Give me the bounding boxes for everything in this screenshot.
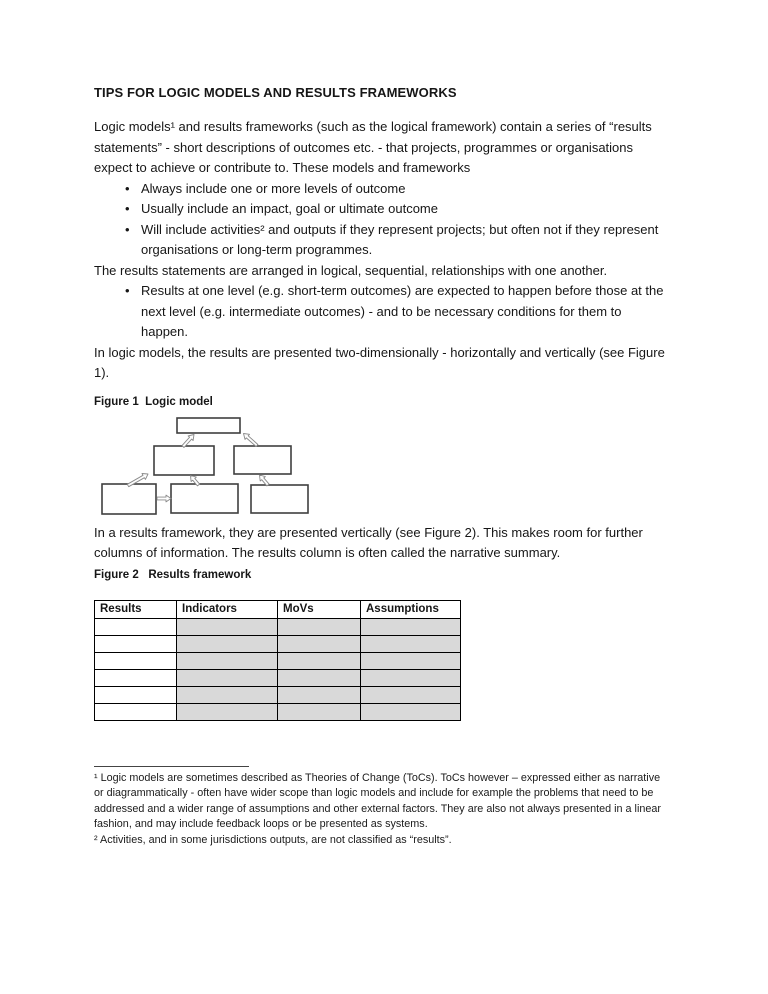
table-cell (278, 669, 361, 686)
logic-models-paragraph: In logic models, the results are presented two-dimensionally - horizontally and vertically (see Figure 1). (94, 344, 665, 380)
figure2-caption: Figure 2 Results framework (94, 568, 252, 581)
table-header-indicators: Indicators (177, 600, 278, 618)
flow-arrow-icon (244, 433, 258, 446)
table-header-movs: MoVs (278, 600, 361, 618)
document-page (94, 86, 672, 848)
table-cell (177, 635, 278, 652)
table-cell (361, 686, 461, 703)
table-row (95, 652, 461, 669)
table-cell (278, 703, 361, 720)
logic-model-box-bottom-right (251, 485, 308, 513)
results-framework-table (94, 600, 461, 721)
list-item: • Will include activities² and outputs if they represent projects; but often not if they represent organisations or long-term programmes. (94, 220, 672, 261)
footnote-1: ¹ Logic models are sometimes described as Theories of Change (ToCs). ToCs however – expressed either as narrative or diagrammatically - often have wider scope than logic models and include for example the problems that need to be addressed and a wider range of assumptions and other external factors. They are also not always presented in a linear fashion, and may include feedback loops or be presented as systems. (94, 771, 661, 830)
results-framework-paragraph: In a results framework, they are presented vertically (see Figure 2). This makes room for further columns of information. The results column is often called the narrative summary. (94, 524, 643, 560)
table-cell (278, 652, 361, 669)
list-item: • Always include one or more levels of outcome (94, 179, 672, 200)
table-cell (95, 635, 177, 652)
bullet-list-frameworks (94, 179, 672, 261)
table-cell (278, 635, 361, 652)
table-cell (177, 669, 278, 686)
table-cell (177, 618, 278, 635)
intro-paragraph: Logic models¹ and results frameworks (such as the logical framework) contain a series of “results statements” - short descriptions of outcomes etc. - that projects, programmes or organisations expect to achieve or contribute to. These models and frameworks (94, 119, 652, 175)
table-cell (177, 703, 278, 720)
table-cell (361, 703, 461, 720)
table-header-results: Results (95, 600, 177, 618)
table-cell (177, 652, 278, 669)
table-row (95, 686, 461, 703)
logic-model-box-bottom-left (102, 484, 156, 514)
logic-model-box-top (177, 418, 240, 433)
logic-model-box-mid-left (154, 446, 214, 475)
table-cell (361, 652, 461, 669)
results-statements-paragraph: The results statements are arranged in logical, sequential, relationships with one another. (94, 262, 608, 278)
table-cell (95, 686, 177, 703)
table-row (95, 618, 461, 635)
table-cell (95, 618, 177, 635)
table-cell (95, 703, 177, 720)
table-cell (361, 669, 461, 686)
list-item: • Usually include an impact, goal or ultimate outcome (94, 199, 672, 220)
footnotes-section (94, 766, 672, 849)
figure1-caption: Figure 1 Logic model (94, 395, 213, 408)
table-cell (95, 652, 177, 669)
logic-model-box-mid-right (234, 446, 291, 474)
page-title: TIPS FOR LOGIC MODELS AND RESULTS FRAMEWORKS (94, 85, 457, 100)
table-cell (361, 635, 461, 652)
list-item: • Results at one level (e.g. short-term outcomes) are expected to happen before those at the next level (e.g. intermediate outcomes) - and to be necessary conditions for them to happen. (94, 281, 672, 343)
table-cell (177, 686, 278, 703)
footnote-separator (94, 766, 249, 767)
table-cell (278, 686, 361, 703)
flow-arrow-icon (157, 495, 171, 502)
table-header-row (95, 600, 461, 618)
table-cell (278, 618, 361, 635)
table-row (95, 703, 461, 720)
table-cell (361, 618, 461, 635)
bullet-list-levels (94, 281, 672, 343)
footnote-2: ² Activities, and in some jurisdictions outputs, are not classified as “results”. (94, 833, 452, 846)
table-row (95, 635, 461, 652)
table-cell (95, 669, 177, 686)
logic-model-diagram (95, 411, 325, 523)
table-header-assumptions: Assumptions (361, 600, 461, 618)
logic-model-box-bottom-middle (171, 484, 238, 513)
table-row (95, 669, 461, 686)
